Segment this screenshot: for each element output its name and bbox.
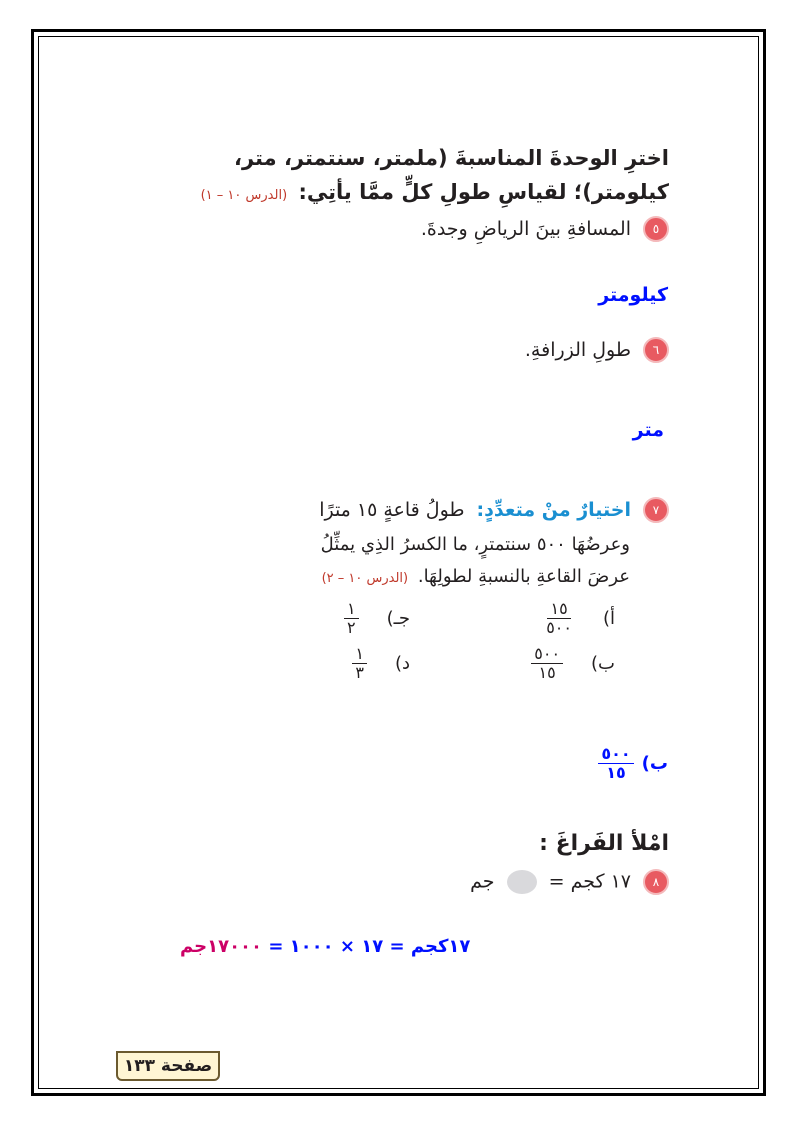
fraction-numerator: ١ bbox=[344, 600, 359, 619]
option-d-label: د) bbox=[394, 653, 410, 674]
answer-7-fraction bbox=[598, 745, 633, 782]
answer-8-equation: ١٧كجم = ١٧ × ١٠٠٠ = bbox=[268, 936, 471, 957]
answer-7-label: ب) bbox=[641, 753, 668, 774]
fraction-numerator: ١ bbox=[352, 645, 367, 664]
fraction-denominator: ١٥ bbox=[606, 763, 626, 782]
option-a[interactable] bbox=[543, 600, 615, 637]
lesson-reference-2: (الدرس ١٠ – ٢) bbox=[321, 571, 409, 586]
question-5-text: المسافةِ بينَ الرياضِ وجدةَ. bbox=[420, 218, 631, 240]
instruction-line-1: اخترِ الوحدةَ المناسبةَ (ملمتر، سنتمتر، متر، bbox=[234, 146, 669, 170]
lesson-reference-1: (الدرس ١٠ – ١) bbox=[200, 188, 288, 203]
question-7-line-3: عرضَ القاعةِ بالنسبةِ لطولِهَا. bbox=[417, 566, 630, 587]
question-6-text: طولِ الزرافةِ. bbox=[524, 339, 631, 361]
instruction-line-2 bbox=[201, 180, 669, 204]
fill-blank-heading: امْلأ الفَراغَ : bbox=[539, 831, 669, 856]
question-number-badge: ٥ bbox=[643, 216, 669, 242]
option-b-label: ب) bbox=[591, 653, 615, 674]
option-c-label: جـ) bbox=[386, 608, 410, 629]
question-number-badge: ٨ bbox=[643, 869, 669, 895]
answer-6: متر bbox=[632, 419, 664, 441]
answer-8-result: ١٧٠٠٠جم bbox=[180, 936, 263, 957]
question-7-line-3-wrap bbox=[322, 562, 630, 594]
fraction-numerator: ٥٠٠ bbox=[531, 645, 563, 664]
option-b-fraction bbox=[531, 645, 563, 682]
option-d-fraction bbox=[352, 645, 367, 682]
option-b[interactable] bbox=[531, 645, 615, 682]
answer-7 bbox=[598, 745, 668, 782]
answer-5: كيلومتر bbox=[598, 284, 668, 306]
question-number-badge: ٦ bbox=[643, 337, 669, 363]
fraction-denominator: ١٥ bbox=[538, 663, 556, 682]
question-7-label: اختيارٌ منْ متعدِّدٍ: bbox=[476, 499, 631, 521]
option-a-label: أ) bbox=[602, 608, 615, 629]
question-8-expression bbox=[470, 870, 631, 894]
page-number-tag: صفحة ١٣٣ bbox=[116, 1051, 220, 1081]
blank-circle[interactable] bbox=[507, 870, 537, 894]
instruction-line-2-text: كيلومتر)؛ لقياسِ طولِ كلٍّ ممَّا يأتِي: bbox=[298, 180, 669, 204]
question-7-line-1: طولُ قاعةٍ ١٥ مترًا bbox=[319, 499, 465, 521]
fraction-numerator: ٥٠٠ bbox=[598, 745, 633, 764]
fraction-denominator: ٥٠٠ bbox=[546, 618, 572, 637]
question-number-badge: ٧ bbox=[643, 497, 669, 523]
question-8 bbox=[470, 869, 669, 895]
question-7-line-2: وعرضُهَا ٥٠٠ سنتمترٍ، ما الكسرُ الذِي يمثِّلُ bbox=[320, 534, 630, 555]
answer-8-work bbox=[180, 936, 470, 957]
fraction-denominator: ٣ bbox=[355, 663, 364, 682]
option-c-fraction bbox=[344, 600, 359, 637]
fraction-denominator: ٢ bbox=[346, 618, 356, 637]
question-8-left: ١٧ كجم = bbox=[548, 870, 631, 893]
question-7 bbox=[319, 497, 669, 523]
option-a-fraction bbox=[543, 600, 575, 637]
question-6 bbox=[525, 337, 669, 363]
option-c[interactable] bbox=[344, 600, 410, 637]
fraction-numerator: ١٥ bbox=[547, 600, 570, 619]
question-5 bbox=[421, 216, 669, 242]
option-d[interactable] bbox=[352, 645, 410, 682]
question-8-right: جم bbox=[470, 870, 495, 893]
